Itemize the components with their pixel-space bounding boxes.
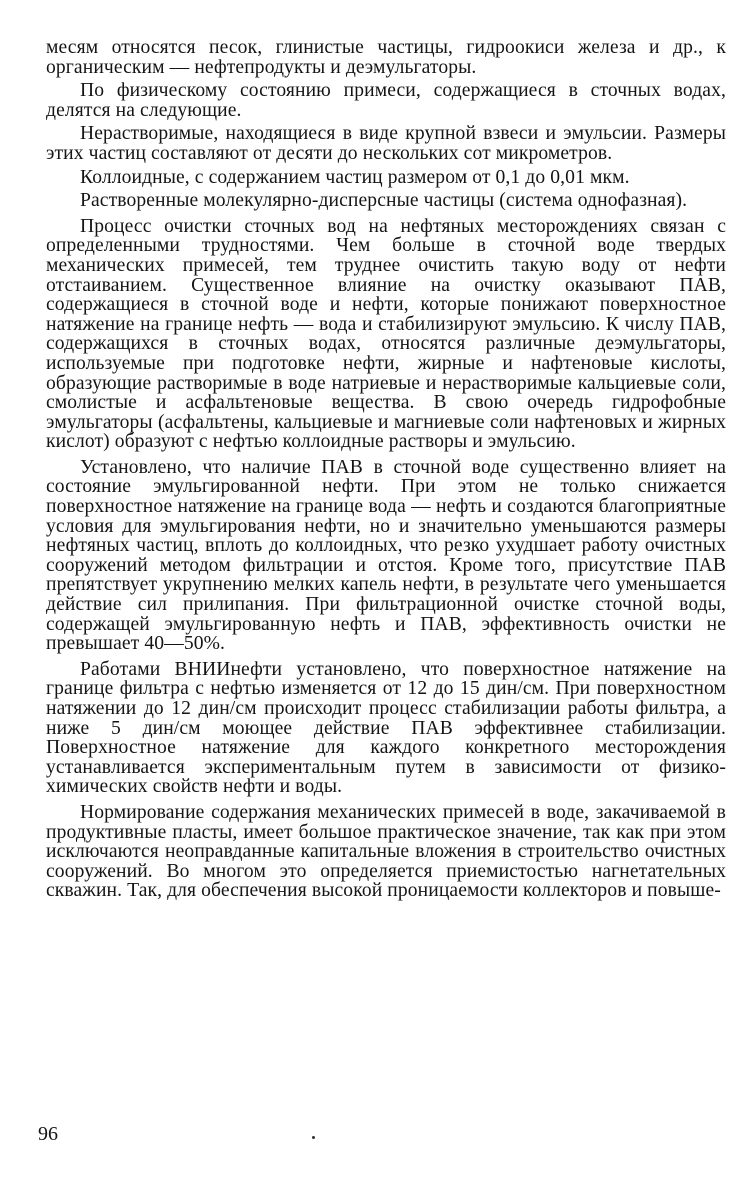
paragraph-colloidal: Коллоидные, с содержанием частиц размером от 0,1 до 0,01 мкм. (80, 166, 630, 188)
paragraph-dissolved: Растворенные молекулярно-дисперсные частицы (система однофазная). (80, 190, 688, 212)
paragraph-physical-state: По физическому состоянию примеси, содержащиеся в сточных водах, делятся на следующие. (46, 80, 726, 121)
paragraph-treatment-process: Процесс очистки сточных вод на нефтяных месторождениях связан с определенными трудностями. Чем больше в сточной воде твердых механических примесей, тем труднее очистить такую воду от нефти отстаиванием. Существенное влияние на очистку оказывают ПАВ, содержащиеся в сточной воде и нефти, которые понижают поверхностное натяжение на границе нефть — вода и стабилизируют эмульсию. К числу ПАВ, содержащихся в сточных водах, относятся различные деэмульгаторы, используемые при подготовке нефти, жирные и нафтеновые кислоты, образующие растворимые в воде натриевые и нерастворимые кальциевые соли, смолистые и асфальтеновые вещества. В свою очередь гидрофобные эмульгаторы (асфальтены, кальциевые и магниевые соли нафтеновых и жирных кислот) образуют с нефтью коллоидные растворы и эмульсию. (46, 215, 726, 453)
paragraph-insoluble: Нерастворимые, находящиеся в виде крупной взвеси и эмульсии. Размеры этих частиц составляют от десяти до нескольких сот микрометров. (46, 123, 726, 164)
page-body (46, 38, 726, 905)
print-speck (312, 1136, 315, 1139)
page-number: 96 (38, 1123, 58, 1145)
paragraph-surfactant-effect: Установлено, что наличие ПАВ в сточной воде существенно влияет на состояние эмульгированной нефти. При этом не только снижается поверхностное натяжение на границе вода — нефть и создаются благоприятные условия для эмульгирования нефти, но и значительно уменьшаются размеры нефтяных частиц, вплоть до коллоидных, что резко ухудшает работу очистных сооружений методом фильтрации и отстоя. Кроме того, присутствие ПАВ препятствует укрупнению мелких капель нефти, в результате чего уменьшается действие сил прилипания. При фильтрационной очистке сточной воды, содержащей эмульгированную нефть и ПАВ, эффективность очистки не превышает 40—50%. (46, 456, 726, 655)
paragraph-vniineft-research: Работами ВНИИнефти установлено, что поверхностное натяжение на границе фильтра с нефтью изменяется от 12 до 15 дин/см. При поверхностном натяжении до 12 дин/см происходит процесс стабилизации работы фильтра, а ниже 5 дин/см моющее действие ПАВ эффективнее стабилизации. Поверхностное натяжение для каждого конкретного месторождения устанавливается экспериментальным путем в зависимости от физико-химических свойств нефти и воды. (46, 658, 726, 798)
paragraph-normalization: Нормирование содержания механических примесей в воде, закачиваемой в продуктивные пласты, имеет большое практическое значение, так как при этом исключаются неоправданные капитальные вложения в строительство очистных сооружений. Во многом это определяется приемистостью нагнетательных скважин. Так, для обеспечения высокой проницаемости коллекторов и повыше- (46, 801, 726, 902)
paragraph-continuation: месям относятся песок, глинистые частицы, гидроокиси железа и др., к органическим — нефтепродукты и деэмульгаторы. (46, 37, 726, 78)
